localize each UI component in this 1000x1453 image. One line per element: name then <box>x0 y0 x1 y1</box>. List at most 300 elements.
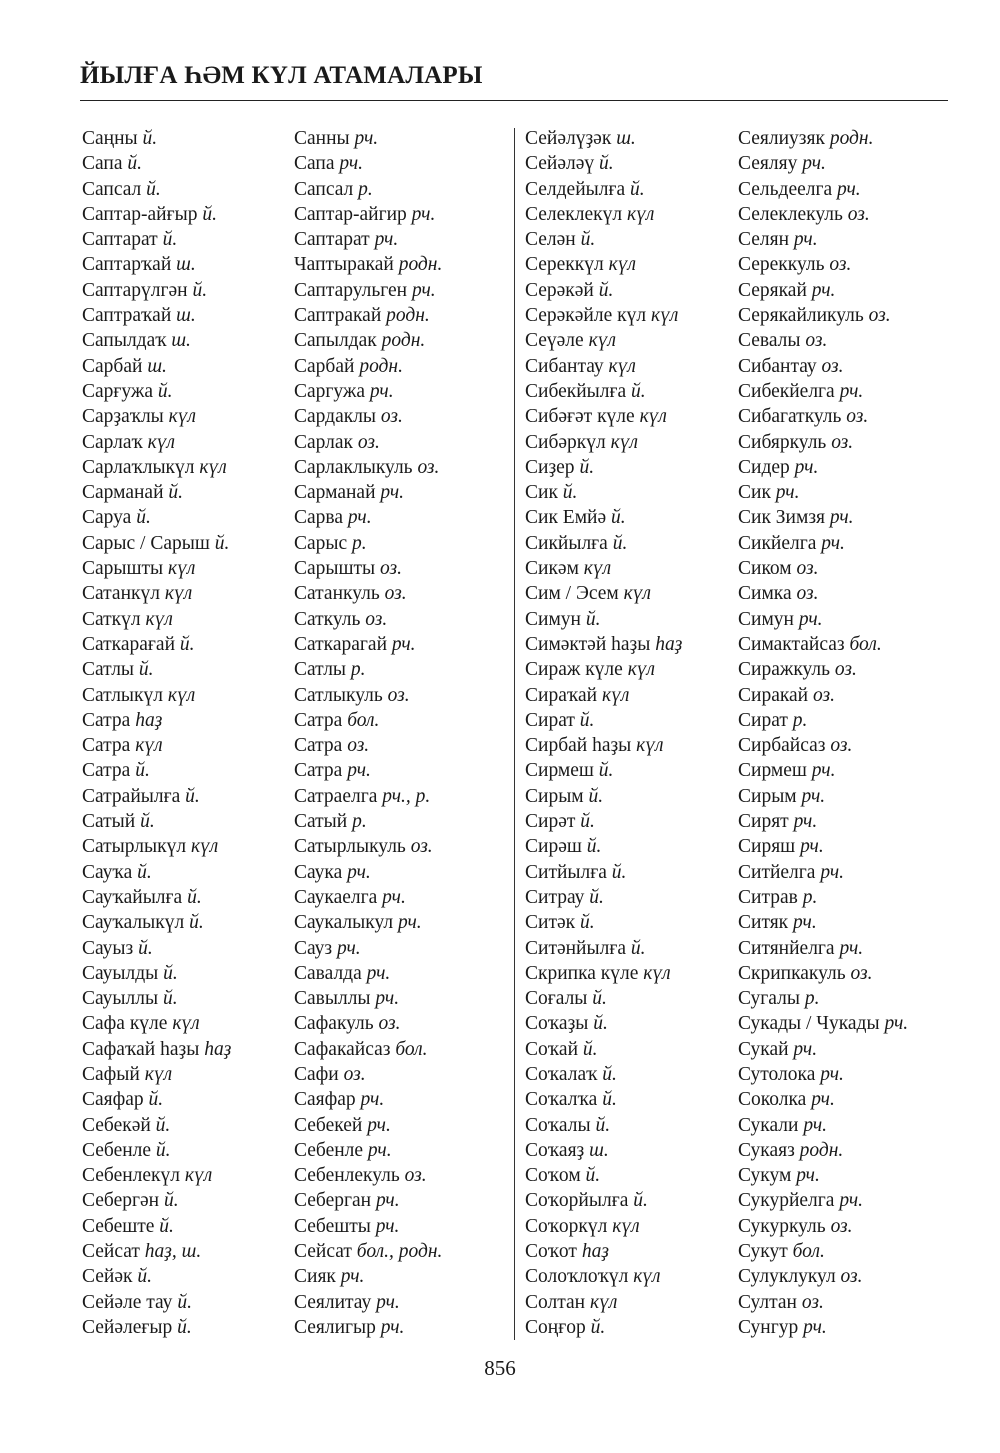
page-title: ЙЫЛҒА ҺӘМ КҮЛ АТАМАЛАРЫ <box>80 62 483 89</box>
entry-name: Сарлаҡ <box>82 431 143 453</box>
entry-type-abbr: р. <box>802 886 818 908</box>
entry <box>294 632 442 657</box>
entry-type-abbr: күл <box>583 558 612 580</box>
entry-type-abbr: й. <box>602 1089 617 1111</box>
entry <box>82 910 231 935</box>
entry-name: Сеялитау <box>294 1291 372 1313</box>
entry-name: Себерган <box>294 1190 372 1212</box>
entry-name: Сеүәле <box>525 330 584 352</box>
entry-type-abbr: оз. <box>380 406 403 428</box>
entry <box>294 885 442 910</box>
entry-type-abbr: рч. <box>376 1291 400 1313</box>
entry <box>525 961 682 986</box>
entry-type-abbr: оз. <box>831 431 854 453</box>
entry-type-abbr: күл <box>627 659 656 681</box>
entry <box>294 607 442 632</box>
entry-name: Соҡалы <box>525 1114 591 1136</box>
entry-name: Сауыллы <box>82 988 159 1010</box>
entry-name: Саптраҡай <box>82 305 172 327</box>
entry-type-abbr: күл <box>167 684 196 706</box>
entry-name: Сатра <box>294 709 343 731</box>
entry <box>738 1163 908 1188</box>
entry-type-abbr: күл <box>639 406 667 428</box>
entry-type-abbr: ш. <box>171 330 191 352</box>
entry-name: Сатанкуль <box>294 583 380 605</box>
entry-type-abbr: родн. <box>386 305 430 327</box>
column-bashkir-left <box>82 126 231 1340</box>
entry-type-abbr: й. <box>140 811 155 833</box>
entry-name: Сейәлүҙәк <box>525 128 612 149</box>
entry-type-abbr: й. <box>580 811 595 833</box>
entry-name: Соҡот <box>525 1241 577 1263</box>
entry-type-abbr: күл <box>168 406 197 428</box>
entry-name: Сирят <box>738 811 789 833</box>
entry <box>525 430 682 455</box>
entry-type-abbr: родн. <box>359 355 403 377</box>
entry-type-abbr: рч. <box>339 153 364 175</box>
entry-type-abbr: рч. <box>411 203 436 225</box>
entry <box>738 809 908 834</box>
entry-type-abbr: р. <box>792 709 808 731</box>
entry-type-abbr: күл <box>610 431 638 453</box>
entry <box>82 1087 231 1112</box>
entry <box>82 430 231 455</box>
entry-type-abbr: рч. <box>811 279 836 301</box>
entry-type-abbr: рч. <box>337 937 361 959</box>
entry-name: Сибәғәт күле <box>525 406 635 428</box>
entry-name: Скрипка күле <box>525 962 639 984</box>
entry-name: Сиражкуль <box>738 659 831 681</box>
entry-name: Сугалы <box>738 988 800 1010</box>
entry-type-abbr: й. <box>189 912 204 934</box>
entry-type-abbr: бол. <box>347 709 380 731</box>
entry <box>82 455 231 480</box>
entry <box>738 328 908 353</box>
entry <box>738 455 908 480</box>
entry <box>82 328 231 353</box>
entry-name: Сапылдак <box>294 330 377 352</box>
entry-type-abbr: й. <box>138 659 154 681</box>
entry-type-abbr: рч. <box>802 153 826 175</box>
entry-type-abbr: оз. <box>796 583 819 605</box>
entry-type-abbr: оз. <box>868 305 891 327</box>
entry-name: Саптарат <box>82 229 158 251</box>
entry-name: Симактайсаз <box>738 633 845 655</box>
entry-name: Сарышты <box>82 558 164 580</box>
entry-name: Сукаяз <box>738 1139 795 1161</box>
entry <box>738 657 908 682</box>
entry-type-abbr: оз. <box>801 1291 824 1313</box>
entry-type-abbr: рч. <box>347 507 372 529</box>
entry-type-abbr: й. <box>187 886 202 908</box>
entry <box>525 480 682 505</box>
entry <box>294 1315 442 1340</box>
entry-type-abbr: бол. <box>792 1241 825 1263</box>
entry <box>294 758 442 783</box>
entry-name: Савыллы <box>294 988 371 1010</box>
entry-name: Соғалы <box>525 988 588 1010</box>
entry-type-abbr: бол., родн. <box>356 1241 443 1263</box>
entry-name: Сирым <box>738 785 797 807</box>
entry <box>525 151 682 176</box>
entry-name: Сауҡайылға <box>82 886 183 908</box>
entry-name: Саңны <box>82 128 138 149</box>
entry-type-abbr: күл <box>626 203 655 225</box>
entry-type-abbr: й. <box>631 380 646 402</box>
entry-name: Себергән <box>82 1190 160 1212</box>
entry-name: Сереккүл <box>525 254 604 276</box>
entry-name: Сираж күле <box>525 659 623 681</box>
entry-type-abbr: күл <box>199 456 227 478</box>
entry-name: Ситйылға <box>525 861 607 883</box>
entry-type-abbr: рч. <box>382 886 406 908</box>
entry-name: Сапсал <box>82 178 142 200</box>
entry-type-abbr: й. <box>177 1291 192 1313</box>
entry <box>294 860 442 885</box>
entry <box>294 303 442 328</box>
entry-type-abbr: й. <box>155 1139 171 1161</box>
entry <box>525 1188 682 1213</box>
entry-name: Сибекйелга <box>738 380 835 402</box>
entry-type-abbr: й. <box>137 1266 152 1288</box>
entry-type-abbr: й. <box>146 178 161 200</box>
column-russian-right <box>738 126 908 1340</box>
entry-name: Сибекйылға <box>525 380 627 402</box>
entry <box>82 607 231 632</box>
entry <box>294 278 442 303</box>
entry-type-abbr: й. <box>633 1190 648 1212</box>
entry <box>294 505 442 530</box>
entry <box>738 1315 908 1340</box>
entry-name: Селян <box>738 229 790 251</box>
entry-type-abbr: рч. <box>801 785 826 807</box>
entry-type-abbr: күл <box>589 1291 618 1313</box>
entry <box>294 1062 442 1087</box>
entry-name: Сатра <box>82 760 131 782</box>
entry-type-abbr: й. <box>579 709 595 731</box>
entry-type-abbr: оз. <box>821 355 844 377</box>
entry-type-abbr: күл <box>608 355 636 377</box>
entry <box>82 683 231 708</box>
entry-name: Сиҙер <box>525 456 575 478</box>
entry <box>738 278 908 303</box>
entry <box>525 657 682 682</box>
entry <box>294 227 442 252</box>
entry-type-abbr: й. <box>612 532 628 554</box>
entry <box>82 480 231 505</box>
entry <box>525 556 682 581</box>
entry <box>294 354 442 379</box>
entry <box>82 961 231 986</box>
entry-name: Сибантау <box>525 355 604 377</box>
entry-type-abbr: рч. <box>380 1316 405 1338</box>
entry <box>525 632 682 657</box>
entry-type-abbr: оз. <box>404 1165 427 1187</box>
entry-type-abbr: оз. <box>830 735 853 757</box>
entry-type-abbr: оз. <box>357 431 380 453</box>
entry-type-abbr: оз. <box>347 735 370 757</box>
entry-name: Сатый <box>294 811 348 833</box>
entry-name: Ситйелга <box>738 861 816 883</box>
entry <box>294 455 442 480</box>
entry <box>738 834 908 859</box>
entry <box>525 404 682 429</box>
entry-name: Саптар-айғыр <box>82 203 198 225</box>
entry <box>294 480 442 505</box>
entry-name: Себешты <box>294 1215 371 1237</box>
entry-name: Саргужа <box>294 380 366 402</box>
entry <box>525 936 682 961</box>
entry-name: Сирмеш <box>525 760 594 782</box>
entry-name: Соҡаҙы <box>525 1013 589 1035</box>
entry-type-abbr: рч. <box>354 128 379 149</box>
entry-name: Сирәт <box>525 811 576 833</box>
entry <box>294 1290 442 1315</box>
entry <box>525 177 682 202</box>
entry-name: Сафа күле <box>82 1013 168 1035</box>
entry-name: Сутолока <box>738 1063 816 1085</box>
entry <box>738 683 908 708</box>
entry-type-abbr: й. <box>595 1114 611 1136</box>
entry-type-abbr: й. <box>155 1114 171 1136</box>
entry-type-abbr: рч. <box>793 1038 818 1060</box>
entry <box>738 151 908 176</box>
entry <box>738 379 908 404</box>
entry <box>525 885 682 910</box>
entry-type-abbr: оз. <box>830 1215 853 1237</box>
entry-type-abbr: й. <box>585 1165 601 1187</box>
entry <box>294 1163 442 1188</box>
entry <box>82 252 231 277</box>
entry <box>82 1290 231 1315</box>
entry-type-abbr: рч. <box>367 1114 391 1136</box>
entry <box>294 733 442 758</box>
entry <box>294 531 442 556</box>
entry <box>294 708 442 733</box>
entry-type-abbr: күл <box>184 1165 213 1187</box>
entry-type-abbr: рч., р. <box>382 785 431 807</box>
entry <box>738 885 908 910</box>
entry <box>82 227 231 252</box>
entry-type-abbr: оз. <box>796 558 819 580</box>
entry <box>738 177 908 202</box>
entry-type-abbr: күл <box>650 305 679 327</box>
entry-name: Ситрау <box>525 886 585 908</box>
entry-type-abbr: й. <box>630 937 646 959</box>
entry-type-abbr: оз. <box>380 558 403 580</box>
entry-type-abbr: оз. <box>850 962 873 984</box>
entry-name: Себенле <box>294 1139 364 1161</box>
entry-type-abbr: родн. <box>829 128 874 149</box>
entry <box>738 1239 908 1264</box>
entry-type-abbr: й. <box>137 861 152 883</box>
entry-type-abbr: й. <box>599 153 614 175</box>
entry <box>294 910 442 935</box>
entry-name: Сатрайылға <box>82 785 181 807</box>
entry <box>294 1188 442 1213</box>
entry <box>82 784 231 809</box>
entry-name: Сукуркуль <box>738 1215 826 1237</box>
entry-type-abbr: й. <box>177 1316 192 1338</box>
entry <box>525 733 682 758</box>
entry <box>82 860 231 885</box>
entry-name: Сарҙаҡлы <box>82 406 164 428</box>
entry-type-abbr: рч. <box>803 1316 827 1338</box>
entry-name: Сик <box>525 482 558 504</box>
entry-type-abbr: күл <box>588 330 616 352</box>
entry <box>82 581 231 606</box>
entry-type-abbr: рч. <box>347 861 371 883</box>
entry <box>525 505 682 530</box>
entry-name: Сафый <box>82 1063 140 1085</box>
entry <box>525 860 682 885</box>
entry <box>525 1138 682 1163</box>
entry-name: Сауыз <box>82 937 134 959</box>
entry <box>738 303 908 328</box>
entry-type-abbr: оз. <box>387 684 410 706</box>
entry-name: Сеялиузяк <box>738 128 825 149</box>
entry-name: Ситәк <box>525 912 576 934</box>
entry-name: Сарғужа <box>82 380 154 402</box>
entry-type-abbr: й. <box>162 988 178 1010</box>
entry-type-abbr: й. <box>202 203 217 225</box>
entry-name: Саткарағай <box>82 633 176 655</box>
entry-type-abbr: й. <box>611 507 626 529</box>
entry <box>294 1264 442 1289</box>
entry <box>294 1239 442 1264</box>
header-rule <box>80 100 948 101</box>
entry-name: Сейәле тау <box>82 1291 173 1313</box>
entry-type-abbr: ш. <box>176 305 196 327</box>
entry-name: Сафакайсаз <box>294 1038 391 1060</box>
entry <box>738 556 908 581</box>
entry-type-abbr: күл <box>135 735 163 757</box>
entry-type-abbr: й. <box>192 279 208 301</box>
entry-name: Сидер <box>738 456 790 478</box>
entry-name: Сирәш <box>525 836 582 858</box>
entry-type-abbr: һаҙ <box>204 1038 232 1060</box>
entry <box>738 1062 908 1087</box>
entry <box>82 936 231 961</box>
entry-type-abbr: оз. <box>846 406 869 428</box>
entry <box>82 1011 231 1036</box>
entry-type-abbr: рч. <box>793 811 818 833</box>
entry-type-abbr: й. <box>136 507 151 529</box>
entry-type-abbr: й. <box>148 1089 164 1111</box>
entry-name: Симун <box>738 608 794 630</box>
entry-name: Ситянйелга <box>738 937 835 959</box>
entry <box>294 1087 442 1112</box>
entry-name: Сирым <box>525 785 584 807</box>
entry-name: Сим / Эсем <box>525 583 619 605</box>
entry-name: Себеште <box>82 1215 155 1237</box>
entry-type-abbr: оз. <box>410 836 433 858</box>
entry <box>82 809 231 834</box>
entry-name: Солтан <box>525 1291 586 1313</box>
entry-type-abbr: й. <box>135 760 150 782</box>
entry <box>525 581 682 606</box>
entry-type-abbr: родн. <box>398 254 443 276</box>
entry <box>525 1239 682 1264</box>
entry-type-abbr: родн. <box>799 1139 844 1161</box>
entry <box>738 1011 908 1036</box>
entry <box>82 404 231 429</box>
entry-type-abbr: рч. <box>375 1215 400 1237</box>
entry-name: Селеклекүл <box>525 203 623 225</box>
entry-name: Чаптыракай <box>294 254 394 276</box>
entry-name: Соҡалаҡ <box>525 1063 598 1085</box>
entry <box>525 252 682 277</box>
entry <box>525 758 682 783</box>
entry-name: Сунгур <box>738 1316 799 1338</box>
entry-name: Сеялигыр <box>294 1316 376 1338</box>
entry <box>82 834 231 859</box>
entry-name: Сирбайсаз <box>738 735 826 757</box>
entry <box>738 758 908 783</box>
entry <box>738 404 908 429</box>
entry-name: Саптар-айгир <box>294 203 407 225</box>
entry <box>738 607 908 632</box>
entry-type-abbr: родн. <box>381 330 426 352</box>
entry <box>738 986 908 1011</box>
entry-type-abbr: һаҙ, ш. <box>144 1241 202 1263</box>
entry-name: Саяфар <box>82 1089 144 1111</box>
entry-type-abbr: р. <box>352 811 367 833</box>
entry <box>738 531 908 556</box>
entry <box>738 430 908 455</box>
entry <box>82 303 231 328</box>
entry-type-abbr: күл <box>144 1063 173 1085</box>
entry <box>738 581 908 606</box>
entry-type-abbr: рч. <box>803 1114 827 1136</box>
entry <box>738 252 908 277</box>
entry <box>294 834 442 859</box>
entry <box>525 1062 682 1087</box>
entry-type-abbr: й. <box>579 456 595 478</box>
entry-type-abbr: рч. <box>340 1266 365 1288</box>
entry <box>738 1188 908 1213</box>
entry-name: Саукалыкул <box>294 912 394 934</box>
entry <box>738 1138 908 1163</box>
entry <box>294 328 442 353</box>
entry <box>525 1037 682 1062</box>
entry <box>82 177 231 202</box>
entry-name: Сират <box>738 709 788 731</box>
entry-name: Сатра <box>294 760 343 782</box>
entry-type-abbr: рч. <box>794 456 819 478</box>
entry-type-abbr: күл <box>145 608 173 630</box>
entry <box>525 1163 682 1188</box>
entry-type-abbr: рч. <box>793 229 818 251</box>
entry-name: Сауылды <box>82 962 159 984</box>
entry <box>525 278 682 303</box>
entry <box>525 910 682 935</box>
entry-type-abbr: оз. <box>840 1266 863 1288</box>
page-number: 856 <box>484 1356 516 1380</box>
entry-name: Сирмеш <box>738 760 807 782</box>
entry-name: Соҡоркүл <box>525 1215 608 1237</box>
entry <box>82 758 231 783</box>
entry-type-abbr: р. <box>352 532 367 554</box>
entry <box>525 202 682 227</box>
entry-type-abbr: й. <box>159 1215 174 1237</box>
entry-type-abbr: й. <box>157 380 173 402</box>
entry-name: Ситрав <box>738 886 798 908</box>
entry-name: Сардаклы <box>294 406 377 428</box>
entry-type-abbr: рч. <box>793 912 817 934</box>
entry-name: Солоҡлоҡүл <box>525 1266 629 1288</box>
entry-name: Сик <box>738 482 771 504</box>
